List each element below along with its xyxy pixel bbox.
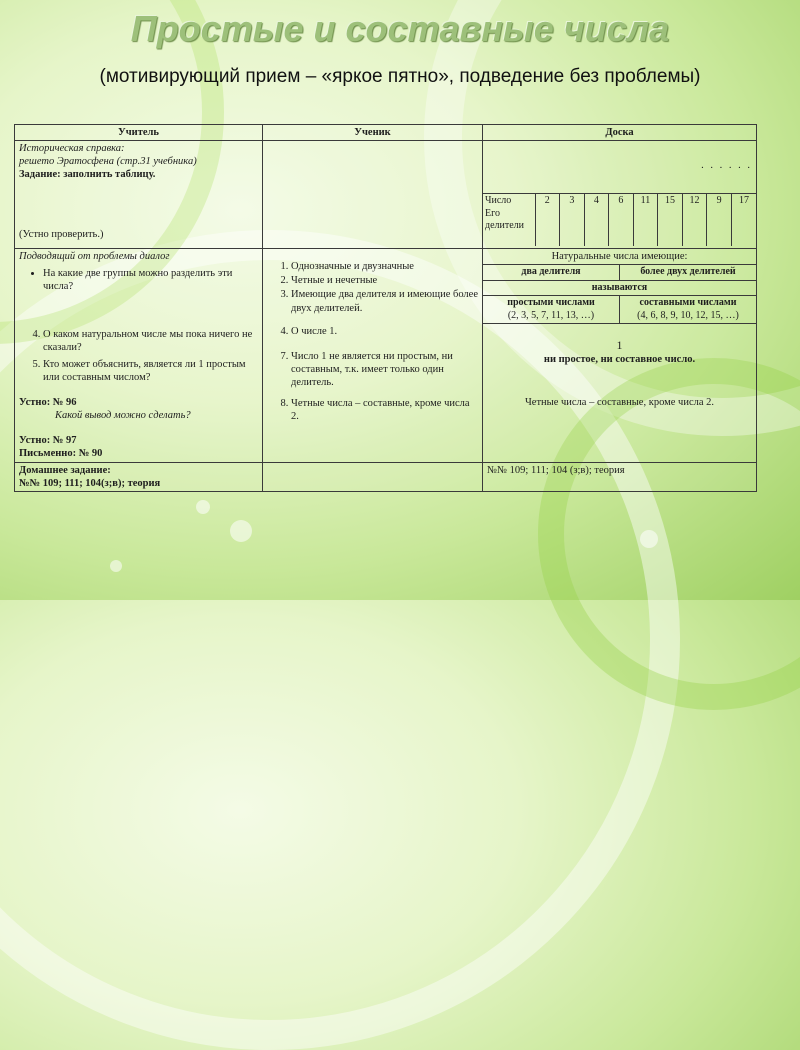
- decor-dot: [230, 520, 252, 542]
- number-cell: 11: [633, 194, 658, 247]
- conclusion-question: Какой вывод можно сделать?: [55, 410, 191, 422]
- divisors-label-cell: [483, 194, 535, 247]
- history-note-heading: Историческая справка:: [19, 143, 125, 155]
- list-item: 8. Четные числа – составные, кроме числа 2.: [291, 397, 478, 423]
- oral-exercise: Устно: № 96: [19, 397, 77, 408]
- slide-title: Простые и составные числа: [130, 8, 670, 49]
- decor-dot: [196, 500, 210, 514]
- oral-check-text: (Устно проверить.): [19, 228, 104, 240]
- task-text: Задание: заполнить таблицу.: [19, 169, 156, 181]
- board-cell: [483, 141, 757, 249]
- classification-table: [483, 249, 756, 324]
- homework-text: №№ 109; 111; 104(з;в); теория: [19, 477, 161, 489]
- composite-examples: (4, 6, 8, 9, 10, 12, 15, …): [637, 309, 739, 321]
- prime-label: простыми числами: [507, 297, 595, 309]
- number-cell: 4: [584, 194, 609, 247]
- composite-label: составными числами: [639, 297, 737, 309]
- student-cell: [263, 462, 483, 491]
- number-cell: 15: [658, 194, 683, 247]
- divisors-label: делители: [485, 220, 525, 232]
- student-cell: [263, 249, 483, 462]
- homework-heading: Домашнее задание:: [19, 464, 111, 476]
- teacher-cell: [15, 462, 263, 491]
- teacher-cell: [15, 141, 263, 249]
- number-label: Число: [485, 195, 512, 207]
- table-row: [15, 462, 757, 491]
- answer-list: [267, 350, 478, 389]
- even-numbers-text: Четные числа – составные, кроме числа 2.: [524, 397, 715, 409]
- column-header-board: Доска: [483, 125, 757, 141]
- board-cell: [483, 249, 757, 462]
- composite-cell: [620, 296, 757, 324]
- table-row: [15, 249, 757, 462]
- number-cell: 3: [560, 194, 585, 247]
- answer-list: [267, 397, 478, 423]
- divisors-table: [483, 193, 756, 246]
- history-note-text: решето Эратосфена (стр.31 учебника): [19, 156, 197, 168]
- column-header-student: Ученик: [263, 125, 483, 141]
- classification-heading: Натуральные числа имеющие:: [483, 249, 756, 265]
- teacher-cell: [15, 249, 263, 462]
- decor-dot: [110, 560, 122, 572]
- table-header-row: [15, 125, 757, 141]
- list-item: 5. Кто может объяснить, является ли 1 простым или составным числом?: [43, 358, 258, 384]
- lesson-table: [14, 124, 757, 492]
- number-cell: 17: [731, 194, 756, 247]
- divisors-label: Его: [485, 207, 500, 219]
- list-item: 1. Однозначные и двузначные: [291, 260, 478, 273]
- question-list: [19, 267, 258, 293]
- list-item: • На какие две группы можно разделить эти числа?: [43, 267, 258, 293]
- number-one-text: ни простое, ни составное число.: [543, 354, 696, 366]
- column-header-teacher: Учитель: [15, 125, 263, 141]
- written-exercise: Письменно: № 90: [19, 448, 103, 460]
- number-cell: 2: [535, 194, 560, 247]
- two-divisors-label: два делителя: [483, 265, 620, 281]
- student-cell: [263, 141, 483, 249]
- number-cell: 12: [682, 194, 707, 247]
- prime-cell: [483, 296, 620, 324]
- dialog-heading: Подводящий от проблемы диалог: [19, 251, 170, 263]
- board-cell: [483, 462, 757, 491]
- list-item: 7. Число 1 не является ни простым, ни составным, т.к. имеет только один делитель.: [291, 350, 478, 389]
- oral-exercise: Устно: № 97: [19, 435, 77, 447]
- number-cell: 6: [609, 194, 634, 247]
- slide-subtitle: (мотивирующий прием – «яркое пятно», подведение без проблемы): [99, 66, 701, 87]
- homework-board-text: №№ 109; 111; 104 (з;в); теория: [487, 464, 625, 476]
- more-divisors-label: более двух делителей: [620, 265, 757, 281]
- list-item: 4. О каком натуральном числе мы пока ничего не сказали?: [43, 328, 258, 354]
- list-item: 4. О числе 1.: [291, 325, 478, 338]
- prime-examples: (2, 3, 5, 7, 11, 13, …): [507, 309, 595, 321]
- question-list: [19, 328, 258, 385]
- called-label: называются: [483, 280, 756, 296]
- table-row: [15, 141, 757, 249]
- number-one: 1: [616, 338, 623, 353]
- answer-list: [267, 325, 478, 338]
- decor-dot: [640, 530, 658, 548]
- number-cell: 9: [707, 194, 732, 247]
- board-dots: . . . . . .: [701, 160, 752, 172]
- list-item: 2. Четные и нечетные: [291, 274, 478, 287]
- answer-list: [267, 260, 478, 315]
- list-item: 3. Имеющие два делителя и имеющие более двух делителей.: [291, 288, 478, 314]
